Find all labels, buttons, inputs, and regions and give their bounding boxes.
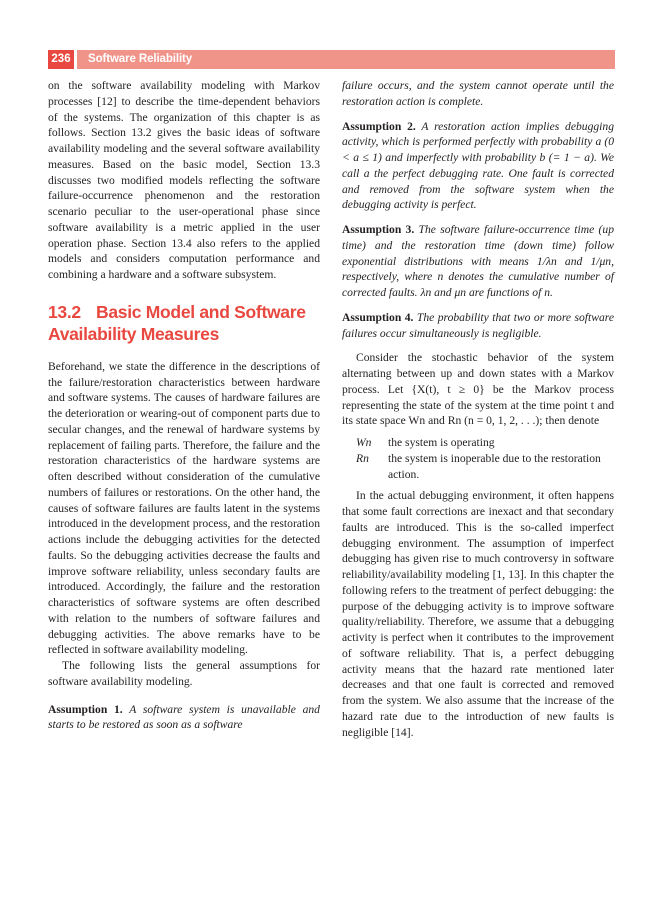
paragraph-stochastic: Consider the stochastic behavior of the system alternating between up and down states with a Markov process. Let {X(t), t ≥ 0} be the Markov process representing the state of the system at the time point t and its state space Wn and Rn (n = 0, 1, 2, . . .); then denote (342, 351, 614, 428)
section-title: Basic Model and Software Availability Measures (48, 301, 306, 344)
assumption-3-label: Assumption 3. (342, 223, 415, 236)
assumption-2-label: Assumption 2. (342, 119, 416, 133)
assumption-4-text: The probability that two or more software failures occur simultaneously is negligible. (342, 310, 614, 340)
left-column (48, 78, 320, 733)
definition-desc: the system is operating (388, 436, 495, 449)
assumption-3 (342, 222, 614, 301)
page-number: 236 (48, 50, 74, 69)
definition-desc: the system is inoperable due to the restoration action. (388, 451, 601, 481)
assumption-3-text: The software failure-occurrence time (up time) and the restoration time (down time) follow exponential distributions with means 1/λn and 1/μn, respectively, where n denotes the cumulative number of corrected faults. λn and μn are functions of n. (342, 223, 614, 299)
right-column (342, 78, 614, 740)
definition-term: Wn (356, 436, 372, 449)
assumption-2 (342, 119, 614, 214)
paragraph-differences: Beforehand, we state the difference in the descriptions of the failure/restoration characteristics between hardware and software systems. The causes of hardware failures are the deterioration or wearing-out of component parts due to secular changes, and the renewal of hardware systems by replacement of failing parts. Therefore, the failure and the restoration characteristics of the hardware systems are often described without consideration of the cumulative numbers of failures or restorations. On the other hand, the causes of software failures are faults latent in the systems introduced in the development process, and the restoration actions include the debugging activities for the detected faults. So the debugging activities decrease the faults and improve software reliability, unless secondary faults are introduced. Accordingly, the failure and the restoration characteristics of software systems are often described with relation to the numbers of software failures and debugging activities. The above remarks have to be reflected in software availability modeling. (48, 359, 320, 657)
state-definitions (342, 435, 614, 482)
section-heading (48, 301, 320, 345)
definition-row (342, 435, 614, 451)
assumption-1 (48, 702, 320, 734)
intro-paragraph: on the software availability modeling with Markov processes [12] to describe the time-dependent behaviors of the systems. The organization of this chapter is as follows. Section 13.2 gives the basic ideas of software availability modeling and the several software availability measures. Based on the basic model, Section 13.3 discusses two modified models reflecting the software failure-occurrence phenomenon and the restoration scenario peculiar to the user-operational phase since software availability is a metric applied in the user operation phase. Section 13.4 also refers to the applied models and considers computation performance and combining a hardware and a software subsystem. (48, 79, 320, 281)
assumption-1-text: A software system is unavailable and starts to be restored as soon as a software (48, 702, 320, 732)
assumption-1-continued: failure occurs, and the system cannot operate until the restoration action is complete. (342, 79, 614, 108)
definition-term: Rn (356, 451, 369, 465)
running-header (48, 50, 615, 69)
running-title: Software Reliability (88, 53, 193, 65)
assumption-2-text: A restoration action implies debugging activity, which is performed perfectly with probability a (0 < a ≤ 1) and imperfectly with probability b (= 1 − a). We call a the perfect debugging rate. One fault is corrected and removed from the software system when the debugging activity is perfect. (342, 119, 614, 212)
paragraph-following: The following lists the general assumptions for software availability modeling. (48, 659, 320, 688)
paragraph-debugging: In the actual debugging environment, it often happens that some fault corrections are inexact and that secondary faults are introduced. This is the so-called imperfect debugging environment. The assumption of imperfect debugging has given rise to much controversy in software reliability/availability modeling [1, 13]. In this chapter the following refers to the treatment of perfect debugging: the purpose of the debugging activity is to improve software quality/reliability. Therefore, we assume that a debugging activity is perfect when it contributes to the improvement of software reliability. That is, a perfect debugging activity means that the hazard rate mentioned later decreases and that one fault is corrected and removed from the system. We also assume that the increase of the hazard rate due to the introduction of new faults is negligible [14]. (342, 489, 614, 739)
section-number: 13.2 (48, 301, 81, 322)
definition-row (342, 451, 614, 483)
assumption-4-label: Assumption 4. (342, 310, 414, 324)
assumption-4 (342, 310, 614, 342)
assumption-1-label: Assumption 1. (48, 702, 123, 716)
